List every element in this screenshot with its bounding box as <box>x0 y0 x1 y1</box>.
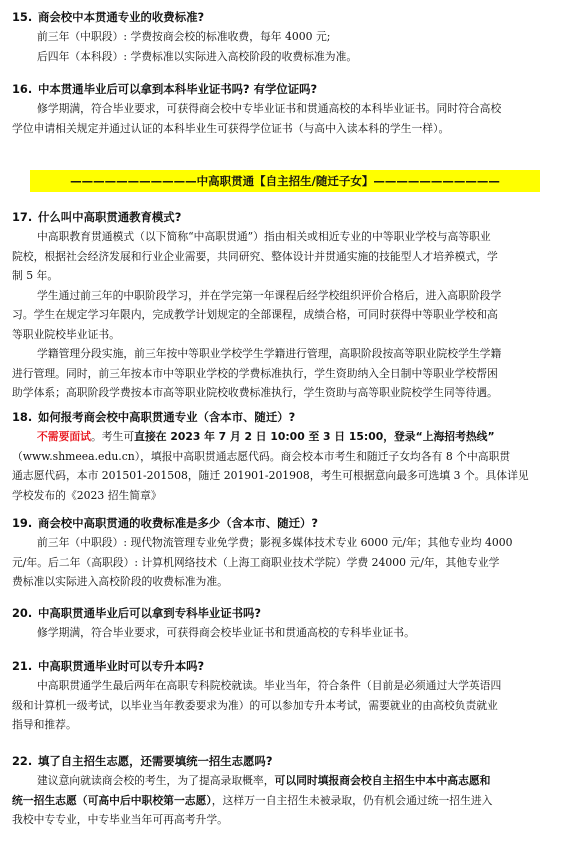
answer-line: 等职业院校毕业证书。 <box>12 327 120 341</box>
answer-line: 中高职贯通学生最后两年在高职专科院校就读。毕业当年，符合条件（目前是必须通过大学英语四 <box>37 679 502 692</box>
question-number: 20. <box>12 606 33 620</box>
question-20-title <box>12 604 568 623</box>
recommendation-text: 统一招生志愿（可高中后中职校第一志愿） <box>12 793 212 807</box>
question-text: 商会校中高职贯通的收费标准是多少（含本市、随迁）? <box>38 516 318 530</box>
answer-line: 助学体系；高职阶段学费按本市高等职业院校收费标准执行，学生资助与高等职业院校学生同等待遇。 <box>12 386 498 399</box>
question-number: 18. <box>12 410 33 424</box>
question-16-title <box>12 80 568 99</box>
question-19 <box>12 514 568 592</box>
answer-line <box>12 427 568 447</box>
answer-line: 元/年。后二年（高职段）: 计算机网络技术（上海工商职业技术学院）学费 24000 元/年，其他专业学 <box>12 555 500 569</box>
answer-line: 进行管理。同时，前三年按本市中等职业学校的学费标准执行，学生资助纳入全日制中等职业学校帮困 <box>12 366 498 380</box>
question-18 <box>12 408 568 505</box>
question-number: 17. <box>12 210 33 224</box>
section-banner: ———————————中高职贯通【自主招生/随迁子女】——————————— <box>30 170 540 192</box>
question-text: 什么叫中高职贯通教育模式? <box>38 210 182 224</box>
answer-line: 院校，根据社会经济发展和行业企业需要，共同研究、整体设计并贯通实施的技能型人才培养模式，学 <box>12 249 498 263</box>
no-interview-highlight: 不需要面试 <box>37 430 91 443</box>
answer-line: 修学期满，符合毕业要求，可获得商会校中专毕业证书和贯通高校的本科毕业证书。同时符合高校 <box>37 102 502 115</box>
question-number: 16. <box>12 82 33 96</box>
question-21-title <box>12 657 568 676</box>
question-text: 中高职贯通毕业时可以专升本吗? <box>38 659 205 673</box>
question-number: 15. <box>12 10 33 24</box>
question-15-title <box>12 8 568 27</box>
question-text: 中本贯通毕业后可以拿到本科毕业证书吗? 有学位证吗? <box>38 82 318 96</box>
answer-line <box>12 791 568 811</box>
question-text: 填了自主招生志愿，还需要填统一招生志愿吗? <box>38 754 273 768</box>
question-22 <box>12 752 568 830</box>
answer-line: 修学期满，符合毕业要求，可获得商会校毕业证书和贯通高校的专科毕业证书。 <box>37 626 415 639</box>
answer-line: 学位申请相关规定并通过认证的本科毕业生可获得学位证书（与高中入读本科的学生一样）。 <box>12 121 450 135</box>
answer-line: 学籍管理分段实施，前三年按中等职业学校学生学籍进行管理，高职阶段按高等职业院校学生学籍 <box>37 347 502 360</box>
answer-line: 后四年（本科段）: 学费标准以实际进入高校阶段的收费标准为准。 <box>37 49 358 63</box>
question-17 <box>12 208 568 403</box>
question-21 <box>12 657 568 735</box>
answer-line: （www.shmeea.edu.cn），填报中高职贯通志愿代码。商会校本市考生和随迁子女均各有 8 个中高职贯 <box>12 449 511 463</box>
question-17-title <box>12 208 568 227</box>
question-text: 如何报考商会校中高职贯通专业（含本市、随迁）? <box>38 410 296 424</box>
question-15 <box>12 8 568 66</box>
question-20 <box>12 604 568 643</box>
question-22-title <box>12 752 568 771</box>
answer-line: 费标准以实际进入高校阶段的收费标准为准。 <box>12 575 228 588</box>
answer-line <box>12 771 568 791</box>
answer-line: 学生通过前三年的中职阶段学习，并在学完第一年课程后经学校组织评价合格后，进入高职阶段学 <box>37 288 502 302</box>
recommendation-text: 可以同时填报商会校自主招生中本中高志愿和 <box>274 774 491 787</box>
answer-line: 通志愿代码，本市 201501-201508，随迁 201901-201908，考生可根据意向最多可选填 3 个。具体详见 <box>12 469 529 482</box>
answer-line: 习。学生在规定学习年限内，完成教学计划规定的全部课程，成绩合格，可同时获得中等职业学校和高 <box>12 308 498 321</box>
answer-line: 中高职教育贯通模式（以下简称“中高职贯通”）指由相关或相近专业的中等职业学校与高等职业 <box>37 230 491 243</box>
question-16 <box>12 80 568 138</box>
answer-line: 指导和推荐。 <box>12 718 77 731</box>
answer-line: 学校发布的《2023 招生简章》 <box>12 488 162 502</box>
answer-line: 前三年（中职段）: 学费按商会校的标准收费，每年 4000 元; <box>37 30 331 43</box>
answer-line: 前三年（中职段）: 现代物流管理专业免学费；影视多媒体技术专业 6000 元/年；其他专业均 4000 <box>37 536 513 549</box>
question-text: 商会校中本贯通专业的收费标准? <box>38 10 205 24</box>
question-18-title <box>12 408 568 427</box>
question-number: 19. <box>12 516 33 530</box>
answer-line: 我校中专专业，中专毕业当年可再高考升学。 <box>12 813 228 826</box>
answer-line: 级和计算机一级考试，以毕业当年教委要求为准）的可以参加专升本考试，需要就业的由高校负责就业 <box>12 698 498 712</box>
question-19-title <box>12 514 568 533</box>
answer-text: 。考生可 <box>90 430 135 443</box>
answer-text: 建议意向就读商会校的考生，为了提高录取概率， <box>37 774 275 787</box>
registration-time-text: 直接在 2023 年 7 月 2 日 10:00 至 3 日 15:00，登录“上海招考热线” <box>134 430 495 443</box>
question-number: 22. <box>12 754 33 768</box>
answer-text: ，这样万一自主招生未被录取，仍有机会通过统一招生进入 <box>211 793 493 807</box>
question-number: 21. <box>12 659 33 673</box>
answer-line: 制 5 年。 <box>12 269 59 282</box>
question-text: 中高职贯通毕业后可以拿到专科毕业证书吗? <box>38 606 262 620</box>
